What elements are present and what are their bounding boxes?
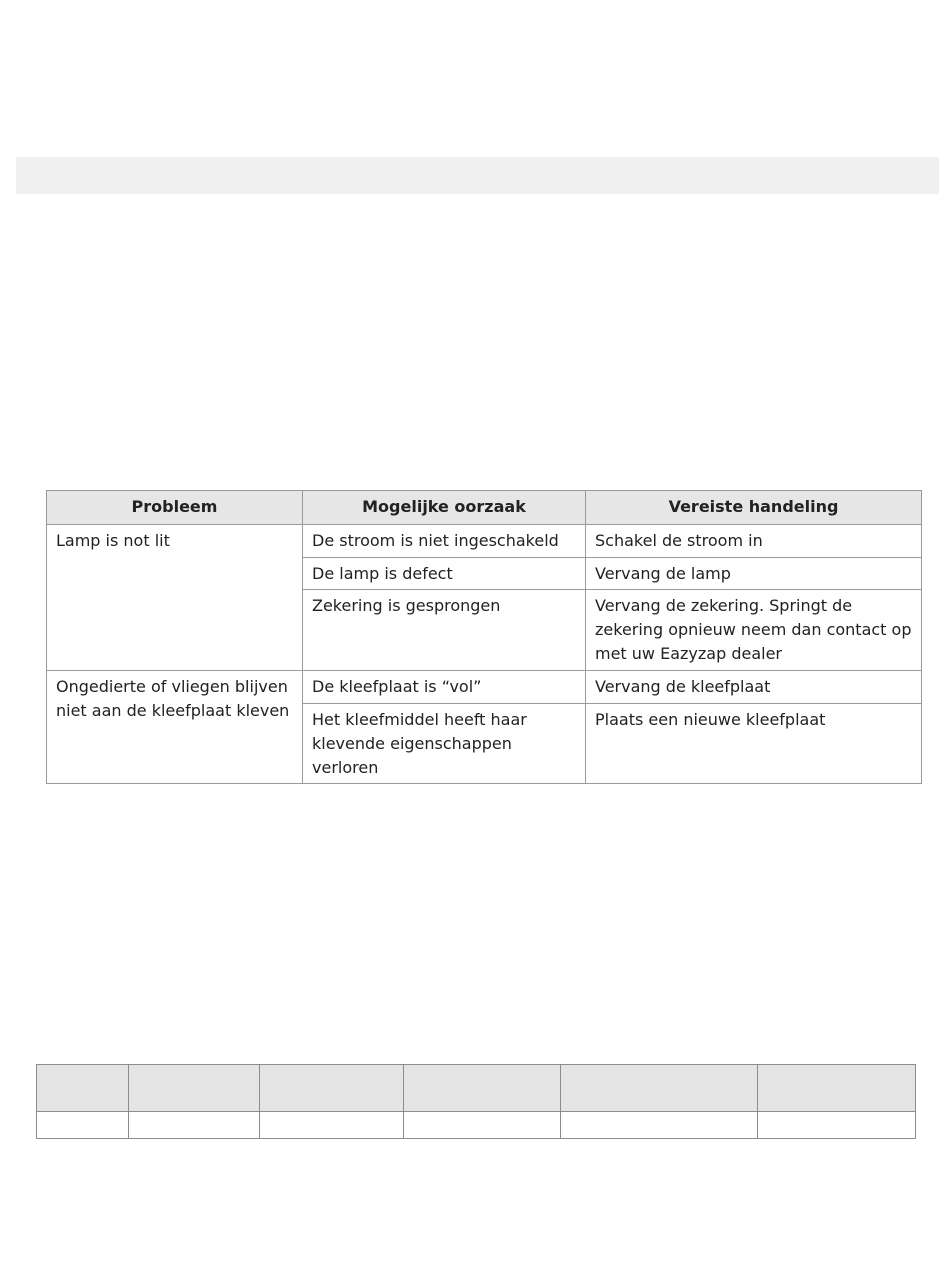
empty-header-cell: [260, 1065, 404, 1112]
table-header-row: [47, 491, 922, 525]
empty-table: [36, 1064, 916, 1139]
empty-cell: [129, 1112, 260, 1139]
empty-table-row: [37, 1112, 916, 1139]
cause-cell: De lamp is defect: [303, 558, 586, 590]
empty-header-cell: [758, 1065, 916, 1112]
column-header-problem: Probleem: [47, 491, 303, 525]
table-row: [47, 671, 922, 704]
problem-cell: Lamp is not lit: [47, 525, 303, 671]
action-cell: Vervang de zekering. Springt de zekering opnieuw neem dan contact op met uw Eazyzap dealer: [586, 590, 922, 671]
cause-cell: De stroom is niet ingeschakeld: [303, 525, 586, 558]
cause-cell: Zekering is gesprongen: [303, 590, 586, 671]
empty-cell: [561, 1112, 758, 1139]
table-row: [47, 525, 922, 558]
empty-header-cell: [129, 1065, 260, 1112]
action-cell: Schakel de stroom in: [586, 525, 922, 558]
empty-header-cell: [561, 1065, 758, 1112]
troubleshooting-table: [46, 490, 922, 784]
column-header-action: Vereiste handeling: [586, 491, 922, 525]
action-cell: Plaats een nieuwe kleefplaat: [586, 704, 922, 784]
action-cell: Vervang de kleefplaat: [586, 671, 922, 704]
empty-cell: [260, 1112, 404, 1139]
empty-cell: [758, 1112, 916, 1139]
empty-header-cell: [404, 1065, 561, 1112]
column-header-cause: Mogelijke oorzaak: [303, 491, 586, 525]
problem-cell: Ongedierte of vliegen blijven niet aan de kleefplaat kleven: [47, 671, 303, 784]
empty-table-header-row: [37, 1065, 916, 1112]
empty-header-cell: [37, 1065, 129, 1112]
action-cell: Vervang de lamp: [586, 558, 922, 590]
empty-cell: [404, 1112, 561, 1139]
cause-cell: Het kleefmiddel heeft haar klevende eigenschappen verloren: [303, 704, 586, 784]
cause-cell: De kleefplaat is “vol”: [303, 671, 586, 704]
empty-cell: [37, 1112, 129, 1139]
gray-header-band: [16, 157, 939, 194]
